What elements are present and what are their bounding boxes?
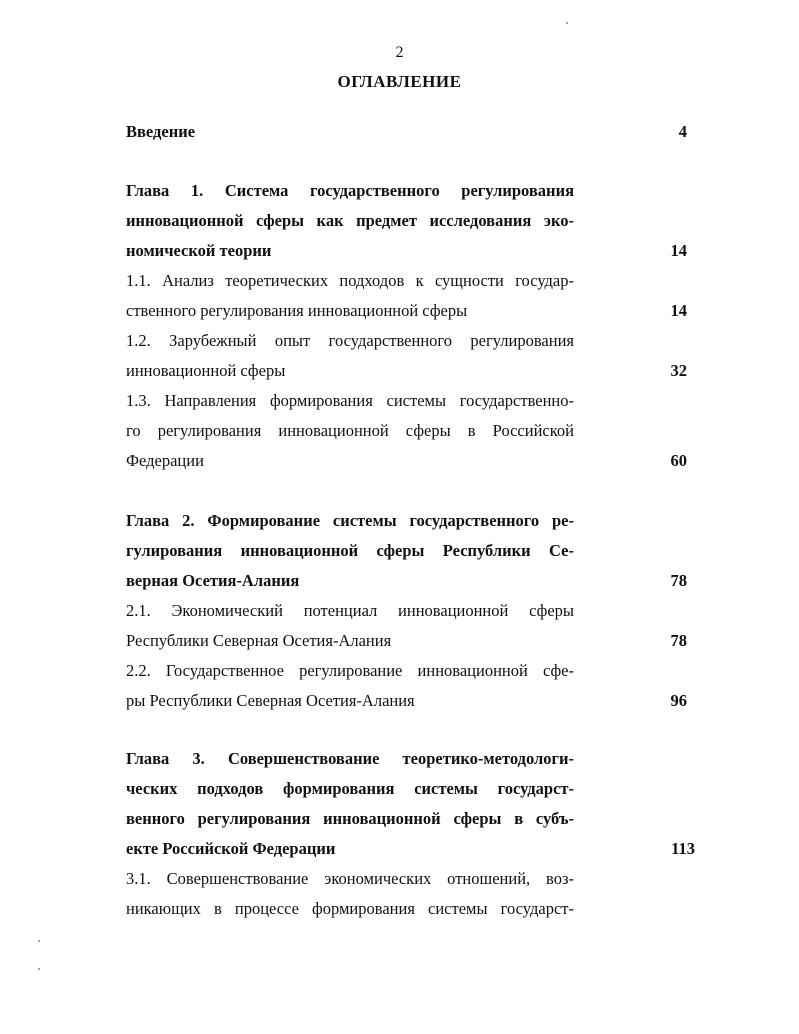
scan-speck bbox=[38, 940, 40, 942]
toc-title: ОГЛАВЛЕНИЕ bbox=[337, 72, 462, 91]
toc-entry-line: гулирования инновационной сферы Республики Се- bbox=[126, 541, 574, 560]
toc-page-number: 14 bbox=[670, 241, 687, 260]
toc-entry-line: номической теории bbox=[126, 241, 272, 260]
toc-entry-line: го регулирования инновационной сферы в Российской bbox=[126, 421, 574, 440]
toc-entry-chapter-1[interactable] bbox=[126, 176, 574, 266]
toc-entry-line: 3.1. Совершенствование экономических отношений, воз- bbox=[126, 869, 574, 888]
toc-entry-introduction[interactable] bbox=[126, 117, 574, 147]
toc-entry-line: Федерации bbox=[126, 451, 204, 470]
toc-entry-line: 2.2. Государственное регулирование инновационной сфе- bbox=[126, 661, 574, 680]
toc-entry-line: Глава 2. Формирование системы государственного ре- bbox=[126, 511, 574, 530]
toc-entry-line: ственного регулирования инновационной сферы bbox=[126, 301, 468, 320]
toc-entry-section-2-1[interactable] bbox=[126, 596, 574, 656]
toc-page-number: 78 bbox=[670, 631, 687, 650]
toc-page-number: 60 bbox=[670, 451, 687, 470]
toc-page-number: 4 bbox=[678, 122, 687, 141]
toc-entry-line: Введение bbox=[126, 122, 196, 141]
page-number: 2 bbox=[395, 44, 404, 61]
toc-entry-line: венного регулирования инновационной сферы в субъ- bbox=[126, 809, 574, 828]
toc-entry-line: Республики Северная Осетия-Алания bbox=[126, 631, 392, 650]
toc-entry-line: 1.3. Направления формирования системы государственно- bbox=[126, 391, 574, 410]
toc-entry-line: никающих в процессе формирования системы государст- bbox=[126, 899, 574, 918]
scan-speck bbox=[566, 22, 568, 24]
toc-entry-line: инновационной сферы bbox=[126, 361, 286, 380]
toc-entry-line: ры Республики Северная Осетия-Алания bbox=[126, 691, 415, 710]
toc-page-number: 14 bbox=[670, 301, 687, 320]
toc-entry-chapter-3[interactable] bbox=[126, 744, 574, 864]
toc-page-number: 113 bbox=[671, 839, 695, 858]
toc-entry-line: 1.1. Анализ теоретических подходов к сущности государ- bbox=[126, 271, 574, 290]
toc-page-number: 96 bbox=[670, 691, 687, 710]
toc-entry-line: 1.2. Зарубежный опыт государственного регулирования bbox=[126, 331, 574, 350]
toc-entry-section-1-1[interactable] bbox=[126, 266, 574, 326]
toc-entry-line: екте Российской Федерации bbox=[126, 839, 336, 858]
toc-entry-section-1-3[interactable] bbox=[126, 386, 574, 476]
toc-entry-line: верная Осетия-Алания bbox=[126, 571, 300, 590]
toc-entry-line: ческих подходов формирования системы государст- bbox=[126, 779, 574, 798]
toc-entry-line: инновационной сферы как предмет исследования эко- bbox=[126, 211, 574, 230]
toc-entry-section-3-1[interactable] bbox=[126, 864, 574, 924]
scan-speck bbox=[38, 968, 40, 970]
toc-entry-line: Глава 1. Система государственного регулирования bbox=[126, 181, 574, 200]
toc-entry-section-1-2[interactable] bbox=[126, 326, 574, 386]
toc-entry-line: 2.1. Экономический потенциал инновационной сферы bbox=[126, 601, 574, 620]
toc-page-number: 78 bbox=[670, 571, 687, 590]
toc-entry-line: Глава 3. Совершенствование теоретико-методологи- bbox=[126, 749, 574, 768]
toc-entry-section-2-2[interactable] bbox=[126, 656, 574, 716]
toc-page-number: 32 bbox=[670, 361, 687, 380]
toc-entry-chapter-2[interactable] bbox=[126, 506, 574, 596]
